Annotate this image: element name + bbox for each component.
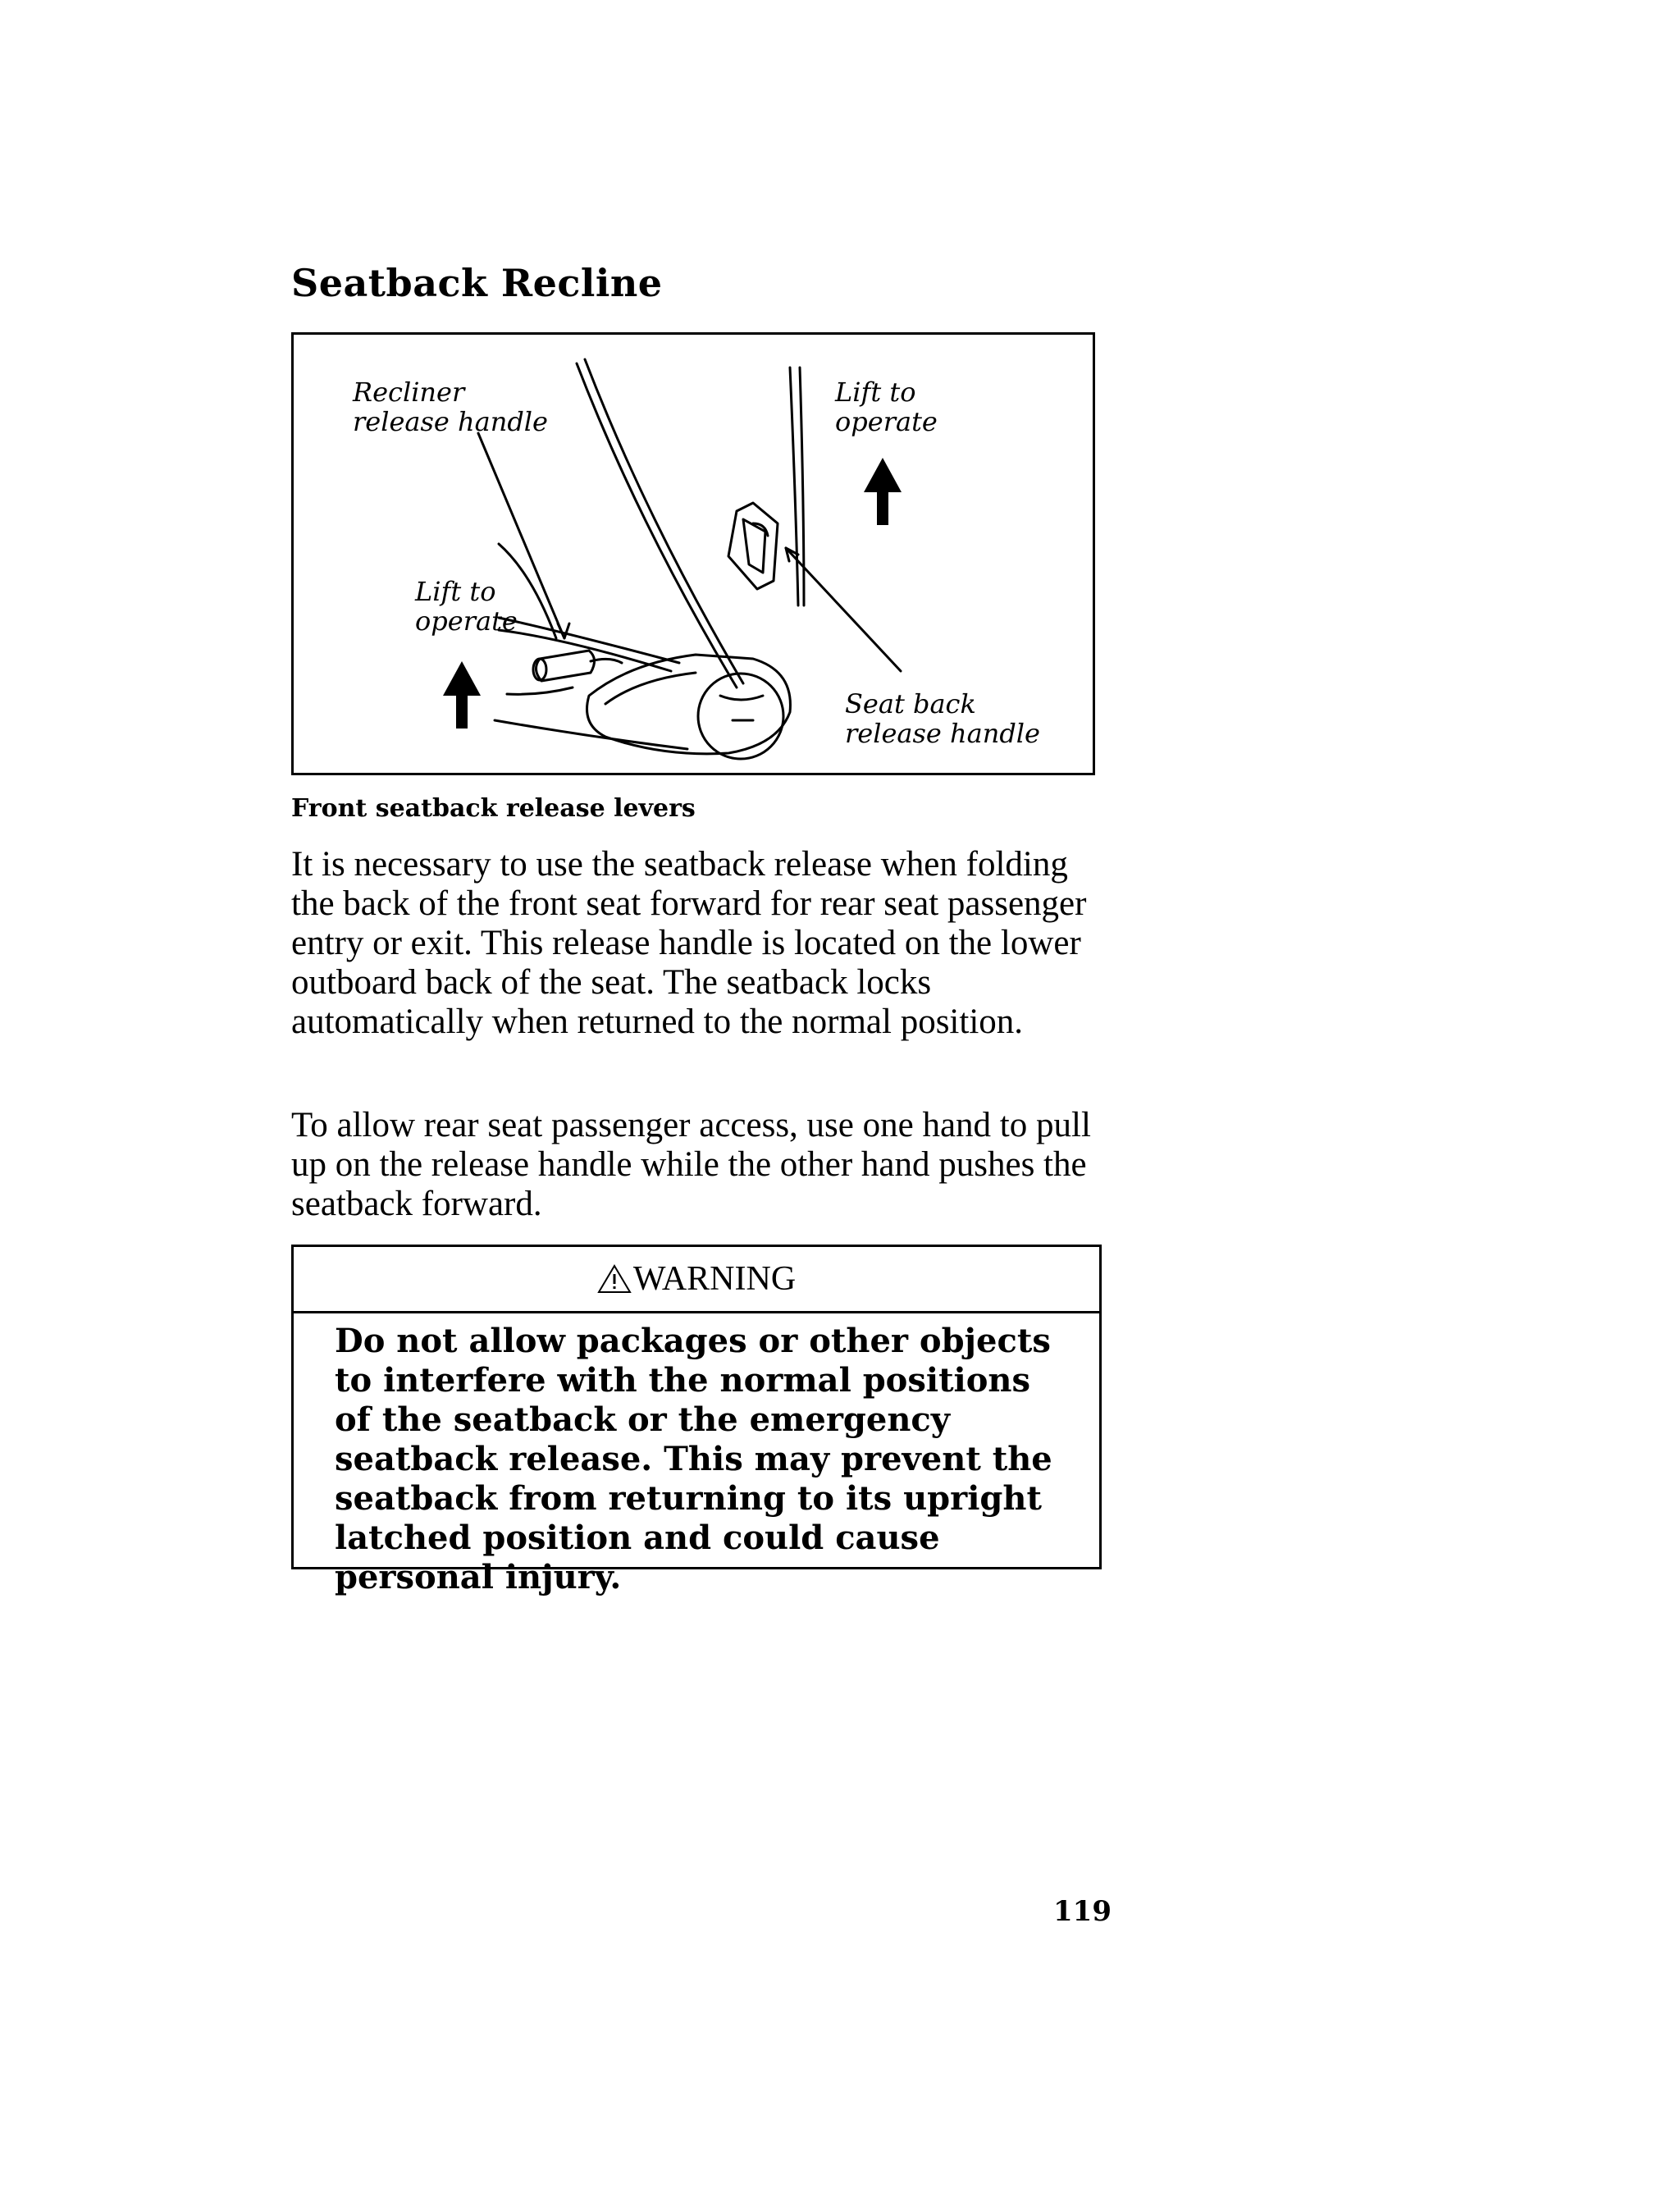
warning-triangle-icon: [597, 1263, 632, 1295]
warning-box: [291, 1245, 1102, 1596]
section-title: Seatback Recline: [291, 261, 663, 305]
label-seat-back-release-handle: Seat back release handle: [845, 688, 1040, 749]
page-number: 119: [1053, 1895, 1112, 1928]
label-recliner-release-handle: Recliner release handle: [353, 377, 548, 437]
warning-header: [294, 1247, 1099, 1313]
warning-text: Do not allow packages or other objects to interfere with the normal positions of the seatback or the emergency seatback release. This may prevent the seatback from returning to its upright latched position and could cause personal injury.: [335, 1322, 1052, 1596]
figure-caption: Front seatback release levers: [291, 794, 696, 823]
figure-seatback-release-levers: [291, 332, 1095, 775]
seat-back-handle: [728, 503, 778, 589]
up-arrow-right-icon: [864, 458, 902, 525]
label-lift-to-operate-right: Lift to operate: [835, 377, 938, 437]
paragraph-2: To allow rear seat passenger access, use one hand to pull up on the release handle while the other hand pushes the seatback forward.: [291, 1106, 1091, 1223]
label-lift-to-operate-left: Lift to operate: [415, 576, 518, 637]
paragraph-1: It is necessary to use the seatback release when folding the back of the front seat forward for rear seat passenger entry or exit. This release handle is located on the lower outboard back of the seat. The seatback locks automatically when returned to the normal position.: [291, 845, 1087, 1041]
warning-title: WARNING: [632, 1260, 797, 1298]
up-arrow-left-icon: [443, 661, 481, 729]
